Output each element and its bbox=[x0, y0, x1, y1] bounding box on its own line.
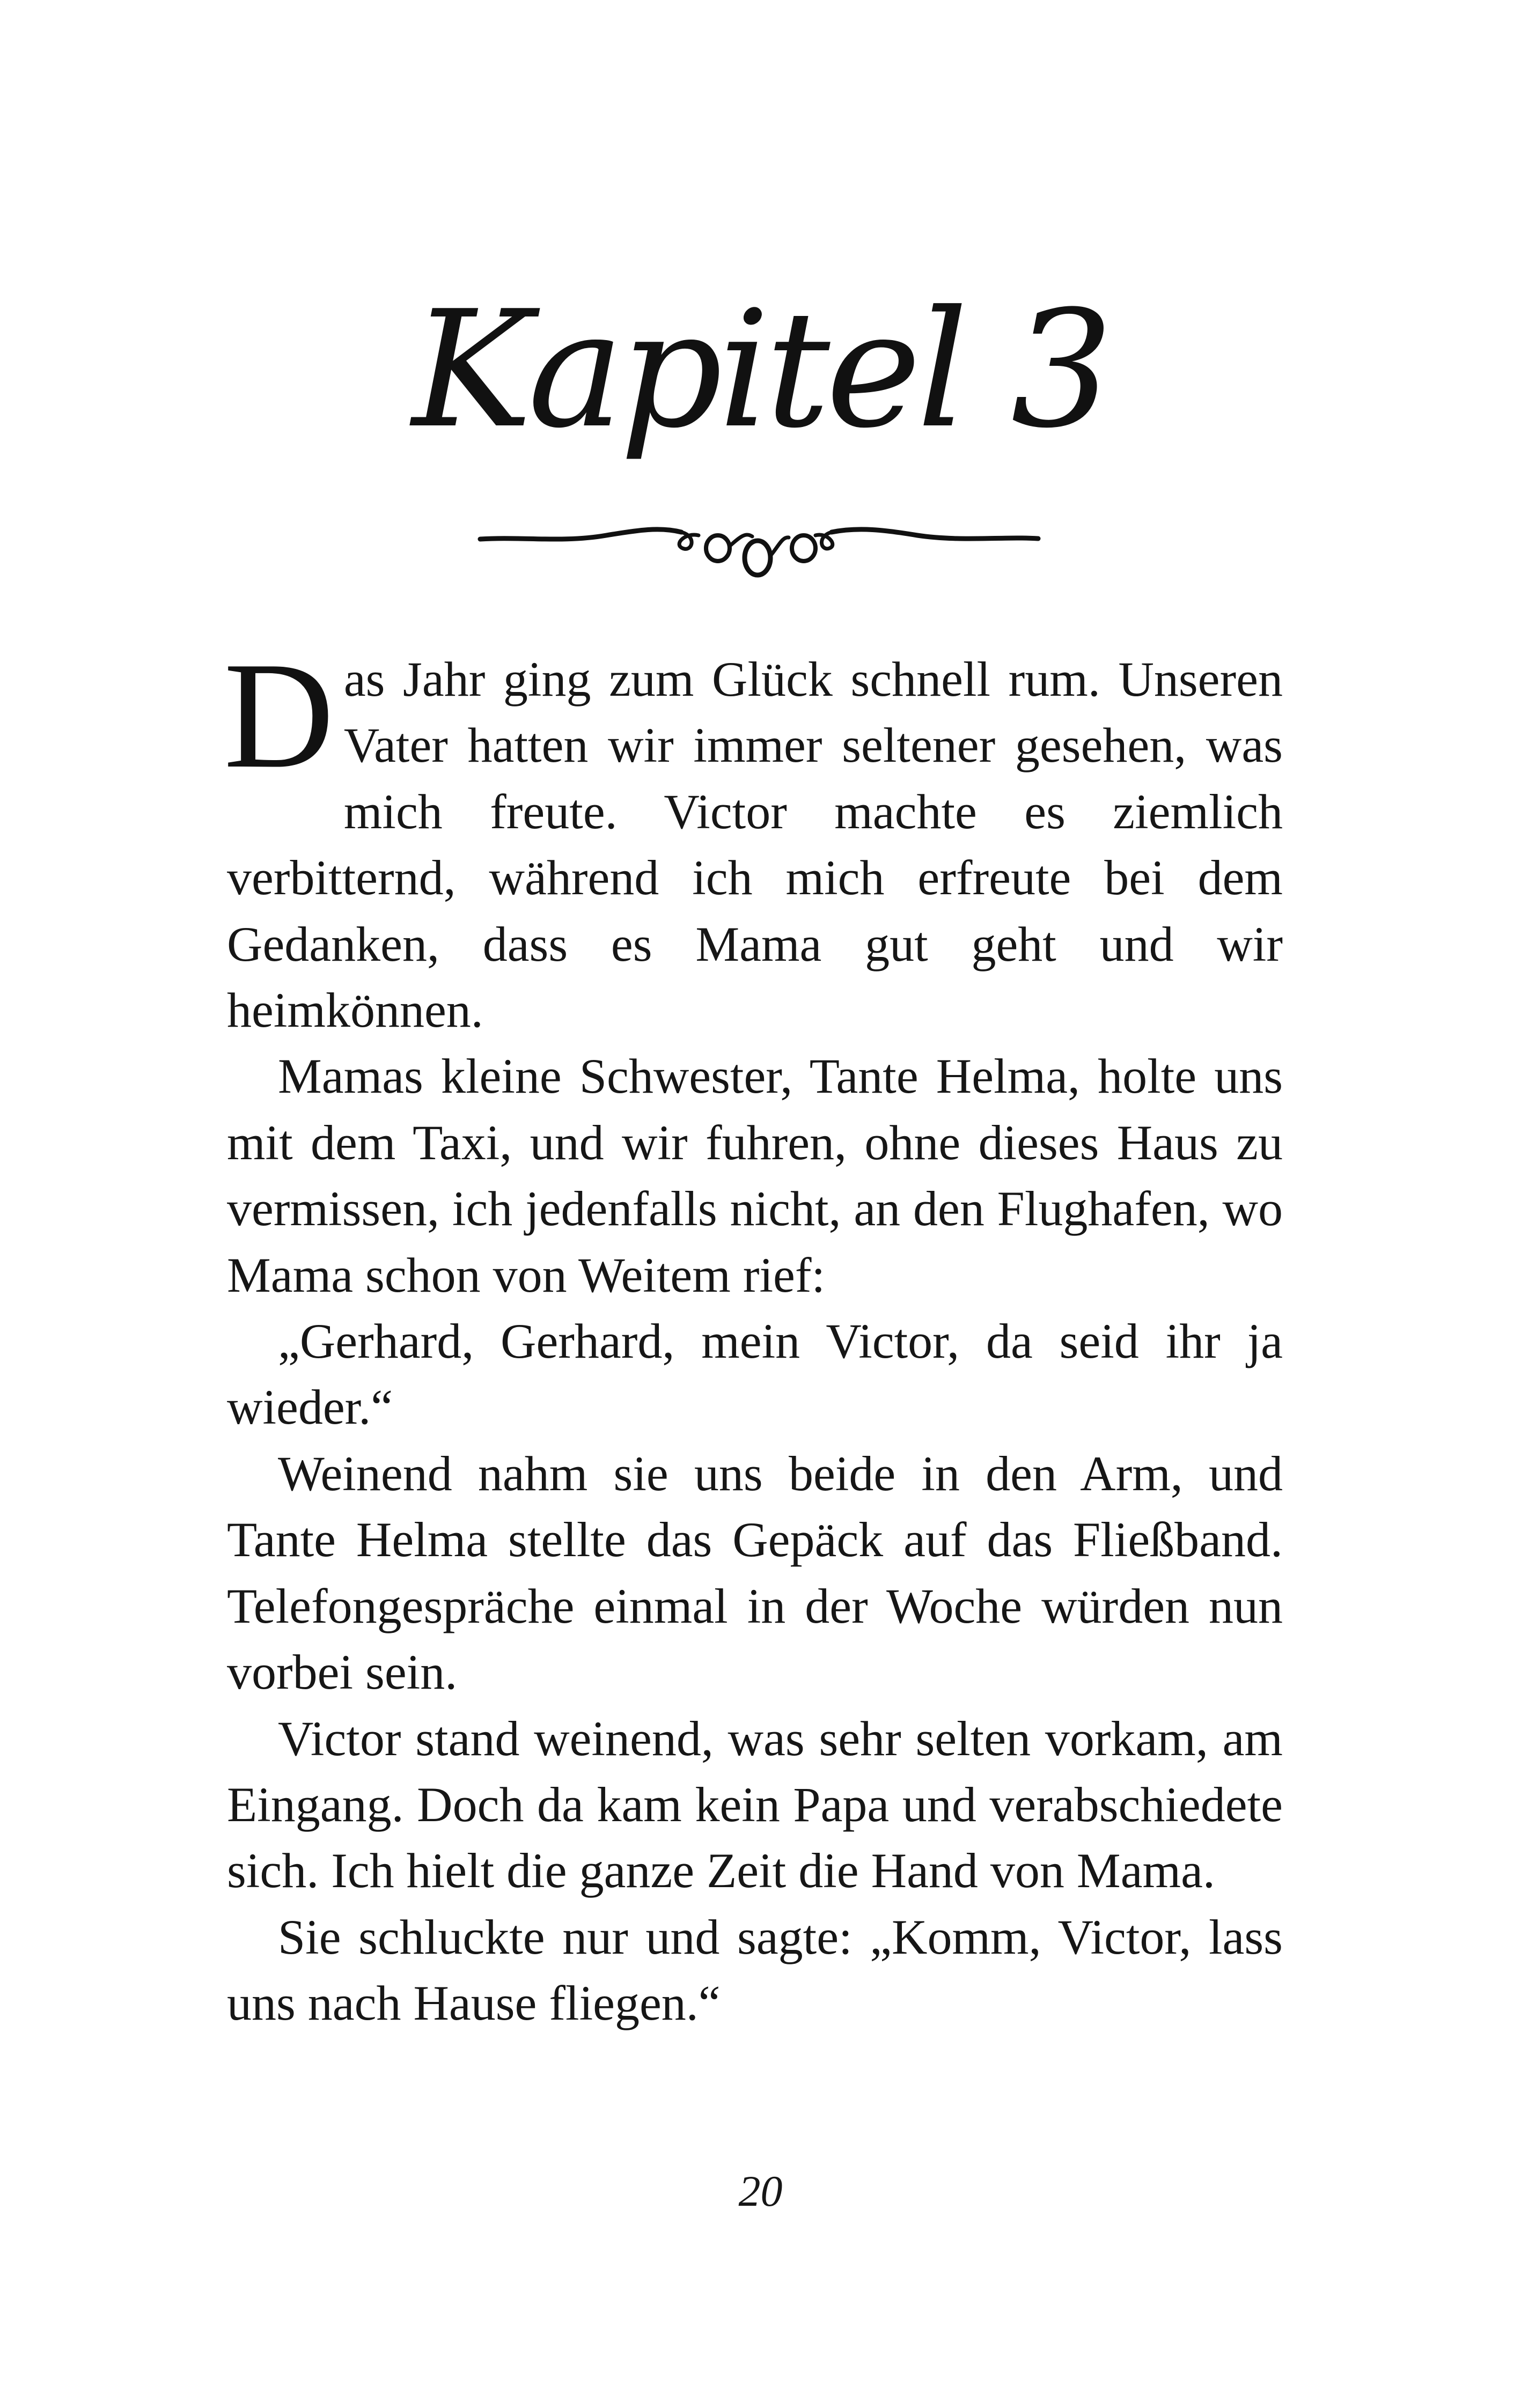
paragraph-4: Weinend nahm sie uns beide in den Arm, und Tante Helma stellte das Gepäck auf das Fließband. Telefongespräche einmal in der Woche würden nun vorbei sein. bbox=[227, 1446, 1283, 1700]
page-number: 20 bbox=[738, 2167, 783, 2215]
drop-cap: D bbox=[224, 630, 334, 800]
chapter-title: Kapitel 3 bbox=[412, 276, 1109, 463]
flourish-ornament bbox=[477, 499, 1041, 585]
chapter-body bbox=[224, 630, 1283, 2037]
paragraph-6: Sie schluckte nur und sagte: „Komm, Victor, lass uns nach Hause fliegen.“ bbox=[227, 1909, 1283, 2031]
paragraph-1-text: as Jahr ging zum Glück schnell rum. Unseren Vater hatten wir immer seltener gesehen, was mich freute. Victor machte es ziemlich verbitternd, während ich mich erfreute bei dem Gedanken, dass es Mama gut geht und wir heimkönnen. bbox=[227, 652, 1283, 1038]
paragraph-5: Victor stand weinend, was sehr selten vorkam, am Eingang. Doch da kam kein Papa und verabschiedete sich. Ich hielt die ganze Zeit die Hand von Mama. bbox=[227, 1711, 1283, 1898]
paragraph-2: Mamas kleine Schwester, Tante Helma, holte uns mit dem Taxi, und wir fuhren, ohne dieses Haus zu vermissen, ich jedenfalls nicht, an den Flughafen, wo Mama schon von Weitem rief: bbox=[227, 1049, 1283, 1302]
paragraph-3: „Gerhard, Gerhard, mein Victor, da seid ihr ja wieder.“ bbox=[227, 1314, 1283, 1435]
paragraph-1 bbox=[224, 630, 1283, 1043]
